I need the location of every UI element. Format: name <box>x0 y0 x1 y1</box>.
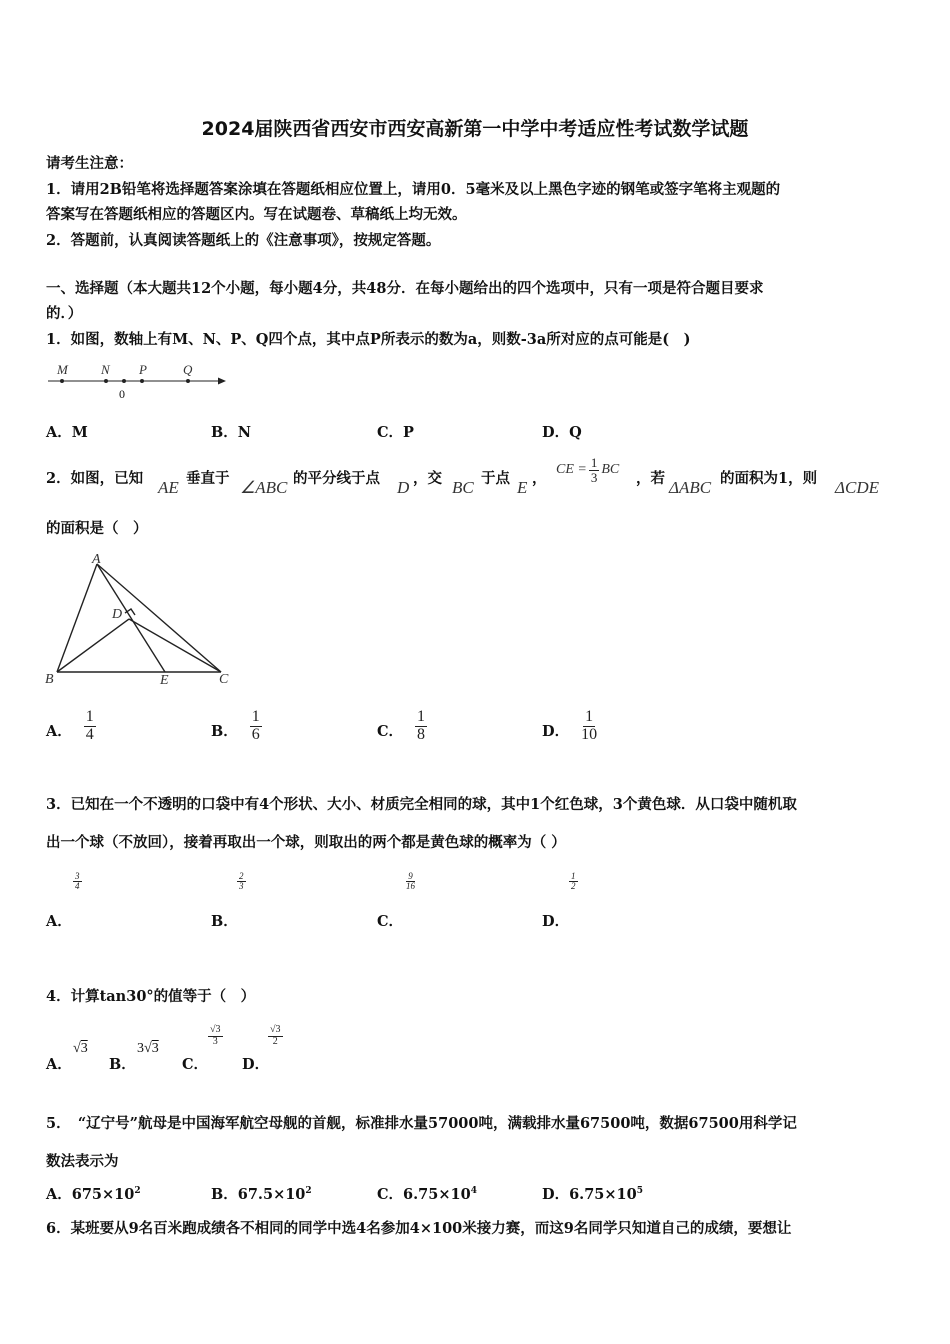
q3-option-c-num: 9 <box>408 871 413 881</box>
q5-option-b-exp: 2 <box>305 1186 312 1197</box>
label-zero: 0 <box>119 387 125 401</box>
q3-option-d-num: 1 <box>571 871 576 881</box>
q2-option-c-label: C． <box>377 722 404 740</box>
segment-dc <box>129 619 221 672</box>
q3-option-a-fraction <box>73 872 82 892</box>
q3-option-c-fraction <box>404 872 417 892</box>
q2-text-7: ，若 <box>636 470 665 487</box>
q4-option-a[interactable]: A． <box>46 1056 72 1073</box>
label-m: M <box>57 362 68 377</box>
q1-text: 1．如图，数轴上有M、N、P、Q四个点，其中点P所表示的数为a，则数-3a所对应的点可能是( ) <box>46 331 691 348</box>
fig-label-c: C <box>219 672 229 687</box>
segment-ab <box>57 564 97 672</box>
q1-option-b[interactable]: B．N <box>211 424 252 441</box>
q4-option-b-coef: 3 <box>137 1041 144 1056</box>
q3-option-a[interactable]: A． <box>46 913 72 930</box>
q2-text-3: 的平分线于点 <box>293 470 380 487</box>
fig-label-e: E <box>160 673 169 688</box>
q2-ce-right: BC <box>601 462 620 478</box>
q3-option-d[interactable]: D． <box>542 913 570 930</box>
q3-option-c-den: 16 <box>406 881 415 892</box>
q4-option-c-fraction: $\frac{√3}{3}$ <box>210 1024 221 1047</box>
notice-line-2: 2．答题前，认真阅读答题纸上的《注意事项》，按规定答题。 <box>46 232 441 249</box>
q4-option-a-radicand: 3 <box>80 1041 88 1056</box>
q2-angle-abc: ∠ABC <box>240 478 288 497</box>
q2-option-a[interactable] <box>46 709 96 744</box>
q2-text-6: ， <box>532 470 547 487</box>
q2-option-b-fraction <box>250 709 262 744</box>
q3-option-b-fraction <box>237 872 246 892</box>
q2-ce-formula <box>556 456 619 484</box>
q2-option-d-fraction <box>579 709 599 744</box>
q4-option-b[interactable]: B． <box>109 1056 136 1073</box>
q2-bc: BC <box>452 478 474 497</box>
q5-option-c-base: C．6.75×10 <box>377 1186 471 1203</box>
q1-option-a[interactable]: A．M <box>46 424 88 441</box>
q3-option-b[interactable]: B． <box>211 913 238 930</box>
page-title: 2024届陕西省西安市西安高新第一中学中考适应性考试数学试题 <box>201 118 749 140</box>
q2-option-b-den: 6 <box>251 725 260 743</box>
q5-option-b-base: B．67.5×10 <box>211 1186 306 1203</box>
q5-option-d-base: D．6.75×10 <box>542 1186 637 1203</box>
q3-option-a-num: 3 <box>75 871 80 881</box>
fig-label-d: D <box>112 607 123 622</box>
q4-text: 4．计算tan30°的值等于（ ） <box>46 988 256 1005</box>
q2-option-c[interactable] <box>377 709 427 744</box>
q5-option-a-base: A．675×10 <box>46 1186 135 1203</box>
q4-option-d[interactable]: D． <box>242 1056 270 1073</box>
q4-option-d-den: 2 <box>272 1035 278 1047</box>
q2-option-d[interactable] <box>542 709 599 744</box>
label-n: N <box>101 362 110 377</box>
q3-text-line-2: 出一个球（不放回），接着再取出一个球，则取出的两个都是黄色球的概率为（ ） <box>46 834 566 851</box>
q2-option-b-label: B． <box>211 722 238 740</box>
q2-option-c-den: 8 <box>417 725 426 743</box>
label-p: P <box>139 362 147 377</box>
q2-ce-fraction <box>589 456 600 484</box>
q5-option-a[interactable] <box>46 1183 141 1204</box>
notice-line-1b: 答案写在答题纸相应的答题区内。写在试题卷、草稿纸上均无效。 <box>46 206 467 223</box>
fig-label-a: A <box>92 552 101 567</box>
q2-option-a-fraction <box>84 709 96 744</box>
q2-text-8: 的面积为1，则 <box>720 470 818 487</box>
q2-option-b[interactable] <box>211 709 262 744</box>
point-zero <box>122 379 126 383</box>
q2-text-4: ，交 <box>413 470 442 487</box>
q3-option-b-den: 3 <box>239 881 244 892</box>
point-q <box>186 379 190 383</box>
q3-option-a-den: 4 <box>75 881 80 892</box>
q2-text-5: 于点 <box>481 470 510 487</box>
q3-option-d-fraction <box>569 872 578 892</box>
q2-ce-left: CE = <box>556 462 587 478</box>
q4-option-a-value: √3 <box>73 1041 88 1056</box>
notice-line-1a: 1．请用2B铅笔将选择题答案涂填在答题纸相应位置上，请用0．5毫米及以上黑色字迹的钢笔或签字笔将主观题的 <box>46 181 781 198</box>
q4-option-c-den: 3 <box>212 1035 218 1047</box>
q2-point-e: E <box>517 478 528 497</box>
point-n <box>104 379 108 383</box>
q4-option-c[interactable]: C． <box>182 1056 209 1073</box>
q3-option-d-den: 2 <box>571 881 576 892</box>
q1-option-c[interactable]: C．P <box>377 424 414 441</box>
notice-heading: 请考生注意： <box>46 155 133 172</box>
q5-option-c-exp: 4 <box>470 1186 477 1197</box>
q5-text-line-2: 数法表示为 <box>46 1153 119 1170</box>
q2-ae: AE <box>158 478 179 497</box>
q2-option-c-num: 1 <box>417 708 426 725</box>
label-q: Q <box>183 362 193 377</box>
q2-option-d-label: D． <box>542 722 570 740</box>
q2-text-1: 2．如图，已知 <box>46 470 144 487</box>
number-line-arrow <box>218 378 226 385</box>
q1-option-d[interactable]: D．Q <box>542 424 582 441</box>
q3-option-c[interactable]: C． <box>377 913 404 930</box>
q5-option-d-exp: 5 <box>636 1186 643 1197</box>
triangle-figure <box>40 552 240 692</box>
segment-bd <box>57 619 129 672</box>
q2-option-d-num: 1 <box>585 708 594 725</box>
q2-point-d: D <box>397 478 410 497</box>
q5-option-d[interactable] <box>542 1183 643 1204</box>
point-p <box>140 379 144 383</box>
q2-option-d-den: 10 <box>581 725 598 743</box>
q2-text-9: 的面积是（ ） <box>46 520 148 537</box>
q2-text-2: 垂直于 <box>186 470 230 487</box>
q5-text-line-1: 5． “辽宁号”航母是中国海军航空母舰的首舰，标准排水量57000吨，满载排水量67500吨，数据67500用科学记 <box>46 1115 797 1132</box>
q4-option-d-fraction: $\frac{√3}{2}$ <box>270 1024 281 1047</box>
fig-label-b: B <box>45 672 54 687</box>
q2-triangle-cde: ΔCDE <box>835 478 879 497</box>
q5-option-b[interactable] <box>211 1183 312 1204</box>
q2-option-a-label: A． <box>46 722 72 740</box>
section-heading-line-2: 的．） <box>46 305 83 322</box>
q4-option-b-value: 3√3 <box>137 1041 159 1056</box>
q4-option-b-radicand: 3 <box>151 1041 159 1056</box>
q2-ce-den: 3 <box>590 469 598 485</box>
segment-ae <box>97 564 165 672</box>
q2-triangle-abc: ΔABC <box>669 478 712 497</box>
q2-ce-num: 1 <box>590 455 598 470</box>
q2-option-a-den: 4 <box>85 725 94 743</box>
q2-option-c-fraction <box>415 709 427 744</box>
q3-text-line-1: 3．已知在一个不透明的口袋中有4个形状、大小、材质完全相同的球，其中1个红色球，3个黄色球．从口袋中随机取 <box>46 796 797 813</box>
q4-option-d-radicand: 3 <box>275 1024 281 1035</box>
q5-option-c[interactable] <box>377 1183 477 1204</box>
q6-text: 6．某班要从9名百米跑成绩各不相同的同学中选4名参加4×100米接力赛，而这9名同学只知道自己的成绩，要想让 <box>46 1220 792 1237</box>
q2-option-b-num: 1 <box>251 708 260 725</box>
q2-option-a-num: 1 <box>85 708 94 725</box>
section-heading-line-1: 一、选择题（本大题共12个小题，每小题4分，共48分．在每小题给出的四个选项中，只有一项是符合题目要求 <box>46 280 764 297</box>
q3-option-b-num: 2 <box>239 871 244 881</box>
q4-option-c-radicand: 3 <box>215 1024 221 1035</box>
point-m <box>60 379 64 383</box>
q5-option-a-exp: 2 <box>134 1186 141 1197</box>
